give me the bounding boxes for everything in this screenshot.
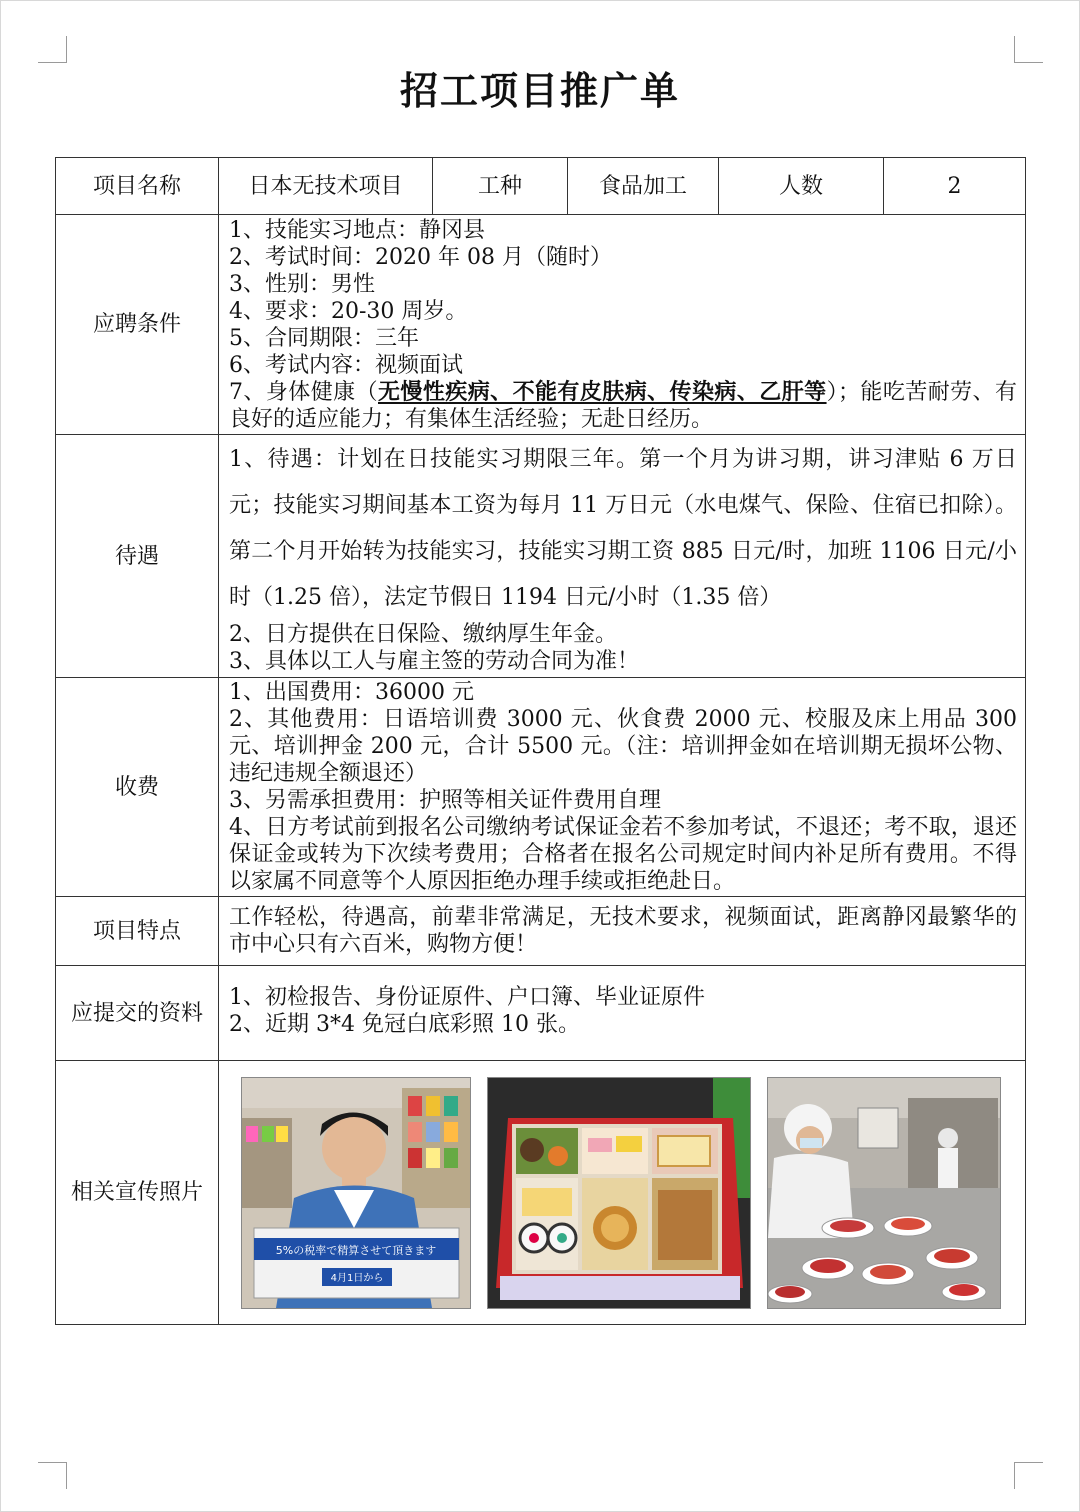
benefit-line-2: 2、日方提供在日保险、缴纳厚生年金。 (229, 622, 617, 647)
documents-content (219, 966, 1026, 1061)
crop-mark-bottom-right (1014, 1462, 1043, 1489)
photo-strip (219, 1077, 1025, 1309)
requirement-line-5: 5、合同期限：三年 (229, 325, 419, 351)
store-worker-illustration (242, 1078, 470, 1308)
row-features (56, 897, 1026, 966)
document-line-1: 1、初检报告、身份证原件、户口簿、毕业证原件 (229, 985, 705, 1010)
store-banner-text: 5%の税率で精算させて頂きます (275, 1243, 437, 1257)
requirements-label: 应聘条件 (56, 215, 219, 435)
photo-food-factory-workers (767, 1077, 1001, 1309)
project-name-label: 项目名称 (56, 158, 219, 215)
requirement-line-7-prefix: 7、身体健康（ (229, 379, 378, 405)
benefits-label: 待遇 (56, 435, 219, 678)
fee-line-1: 1、出国费用：36000 元 (229, 680, 474, 705)
crop-mark-bottom-left (38, 1462, 67, 1489)
job-type-label: 工种 (433, 158, 568, 215)
fee-line-3: 3、另需承担费用：护照等相关证件费用自理 (229, 788, 661, 813)
requirement-line-1: 1、技能实习地点：静冈县 (229, 217, 485, 243)
fees-content (219, 678, 1026, 897)
food-factory-illustration (768, 1078, 1000, 1308)
requirement-line-6: 6、考试内容：视频面试 (229, 352, 463, 378)
recruitment-table (55, 157, 1026, 1325)
store-sign-date: 4月1日から (330, 1272, 384, 1284)
bento-illustration (488, 1078, 750, 1308)
requirement-line-4: 4、要求：20-30 周岁。 (229, 298, 468, 324)
row-fees (56, 678, 1026, 897)
photo-convenience-store-worker (241, 1077, 471, 1309)
row-project-info (56, 158, 1026, 215)
row-benefits (56, 435, 1026, 678)
photos-content (219, 1061, 1026, 1325)
documents-label: 应提交的资料 (56, 966, 219, 1061)
job-type-value: 食品加工 (568, 158, 719, 215)
requirement-line-2: 2、考试时间：2020 年 08 月（随时） (229, 244, 612, 270)
features-content: 工作轻松，待遇高，前辈非常满足，无技术要求，视频面试，距离静冈最繁华的市中心只有六百米，购物方便！ (219, 897, 1026, 966)
benefit-line-1: 1、待遇：计划在日技能实习期限三年。第一个月为讲习期，讲习津贴 6 万日元；技能实习期间基本工资为每月 11 万日元（水电煤气、保险、住宿已扣除）。第二个月开始转为技能实习，技能实习期工资 885 日元/时，加班 1106 日元/小时（1.25 倍），法定节假日 1194 日元/小时（1.35 倍） (229, 447, 1017, 610)
document-line-2: 2、近期 3*4 免冠白底彩照 10 张。 (229, 1012, 580, 1037)
project-name-value: 日本无技术项目 (219, 158, 433, 215)
requirement-line-7 (229, 379, 1017, 433)
requirement-line-7-suffix: ）；能吃苦耐劳、有良好的适应能力；有集体生活经验；无赴日经历。 (229, 379, 1017, 432)
row-requirements (56, 215, 1026, 435)
fee-line-4: 4、日方考试前到报名公司缴纳考试保证金若不参加考试，不退还；考不取，退还保证金或转为下次续考费用；合格者在报名公司规定时间内补足所有费用。不得以家属不同意等个人原因拒绝办理手续或拒绝赴日。 (229, 815, 1017, 894)
benefit-line-3: 3、具体以工人与雇主签的劳动合同为准！ (229, 649, 639, 674)
requirement-line-3: 3、性别：男性 (229, 271, 375, 297)
crop-mark-top-right (1014, 36, 1043, 63)
benefits-content (219, 435, 1026, 678)
features-label: 项目特点 (56, 897, 219, 966)
headcount-label: 人数 (719, 158, 884, 215)
row-photos (56, 1061, 1026, 1325)
crop-mark-top-left (38, 36, 67, 63)
health-conditions-emphasis: 无慢性疾病、不能有皮肤病、传染病、乙肝等 (378, 378, 827, 405)
requirements-content (219, 215, 1026, 435)
document-title: 招工项目推广单 (399, 69, 680, 113)
fees-label: 收费 (56, 678, 219, 897)
photo-bento-box (487, 1077, 751, 1309)
row-documents (56, 966, 1026, 1061)
photos-label: 相关宣传照片 (56, 1061, 219, 1325)
headcount-value: 2 (884, 158, 1026, 215)
fee-line-2: 2、其他费用：日语培训费 3000 元、伙食费 2000 元、校服及床上用品 300 元、培训押金 200 元，合计 5500 元。（注：培训押金如在培训期无损坏公物、违纪违规全额退还） (229, 707, 1017, 786)
